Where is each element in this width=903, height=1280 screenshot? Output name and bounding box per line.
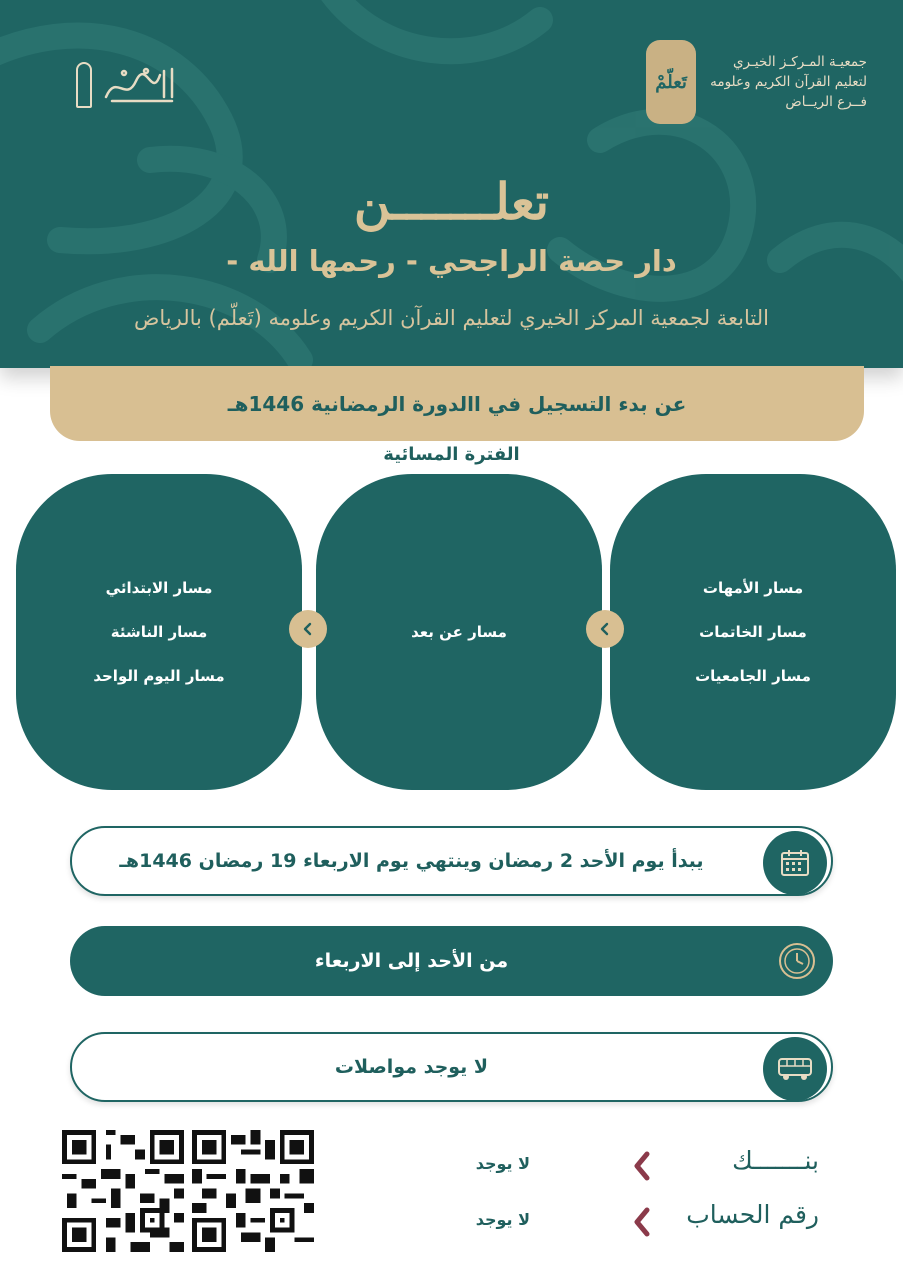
calligraphy-logo-icon bbox=[102, 63, 180, 107]
account-label: رقم الحساب bbox=[686, 1200, 819, 1229]
track-item: مسار عن بعد bbox=[411, 623, 507, 641]
track-item: مسار الأمهات bbox=[702, 579, 804, 597]
header bbox=[0, 0, 903, 368]
bank-value: لا يوجد bbox=[475, 1154, 530, 1173]
dates-text: يبدأ يوم الأحد 2 رمضان وينتهي يوم الاربعاء 19 رمضان 1446هـ bbox=[119, 850, 704, 872]
dates-pill bbox=[70, 826, 833, 896]
track-item: مسار الجامعيات bbox=[695, 667, 811, 685]
transport-text: لا يوجد مواصلات bbox=[334, 1056, 489, 1078]
days-text: من الأحد إلى الاربعاء bbox=[314, 950, 509, 972]
days-pill bbox=[70, 926, 833, 996]
calendar-icon bbox=[780, 849, 810, 877]
account-value: لا يوجد bbox=[475, 1210, 530, 1229]
track-card-1 bbox=[610, 474, 896, 790]
bus-icon-badge bbox=[763, 1037, 827, 1101]
track-item: مسار الابتدائي bbox=[105, 579, 213, 597]
registration-banner bbox=[50, 366, 864, 441]
bus-icon bbox=[777, 1057, 813, 1081]
lamp-icon bbox=[76, 62, 92, 108]
announce-affiliation: التابعة لجمعية المركز الخيري لتعليم القرآن الكريم وعلومه (تَعلّم) بالرياض bbox=[134, 306, 769, 330]
qr-code-icon[interactable] bbox=[62, 1130, 184, 1252]
clock-icon-badge bbox=[765, 929, 829, 993]
chevron-left-icon bbox=[301, 622, 315, 636]
announce-house: دار حصة الراجحي - رحمها الله - bbox=[226, 244, 677, 278]
announce-title: تعلـــــــن bbox=[353, 172, 550, 231]
next-arrow-button[interactable] bbox=[289, 610, 327, 648]
registration-banner-text: عن بدء التسجيل في االدورة الرمضانية 1446هـ bbox=[227, 391, 687, 416]
bank-label: بنـــــــك bbox=[732, 1146, 819, 1175]
track-item: مسار الخاتمات bbox=[699, 623, 807, 641]
clock-icon bbox=[777, 941, 817, 981]
track-item: مسار اليوم الواحد bbox=[93, 667, 225, 685]
org-name-line1: جمعيـة المـركـز الخيـري bbox=[732, 54, 867, 70]
house-logo bbox=[76, 62, 180, 108]
org-logo bbox=[646, 40, 867, 124]
transport-pill bbox=[70, 1032, 833, 1102]
chevron-left-icon bbox=[631, 1150, 653, 1182]
org-name-line2: لتعليم القرآن الكريم وعلومه bbox=[710, 74, 867, 90]
track-card-2 bbox=[316, 474, 602, 790]
org-name-line3: فــرع الريــاض bbox=[785, 94, 867, 110]
org-logo-mark: تَعلّمْ bbox=[646, 40, 696, 124]
chevron-left-icon bbox=[598, 622, 612, 636]
org-name bbox=[710, 52, 867, 112]
qr-code-icon[interactable] bbox=[192, 1130, 314, 1252]
calendar-icon-badge bbox=[763, 831, 827, 895]
chevron-left-icon bbox=[631, 1206, 653, 1238]
track-card-3 bbox=[16, 474, 302, 790]
track-item: مسار الناشئة bbox=[110, 623, 208, 641]
period-title: الفترة المسائية bbox=[383, 444, 520, 465]
next-arrow-button[interactable] bbox=[586, 610, 624, 648]
